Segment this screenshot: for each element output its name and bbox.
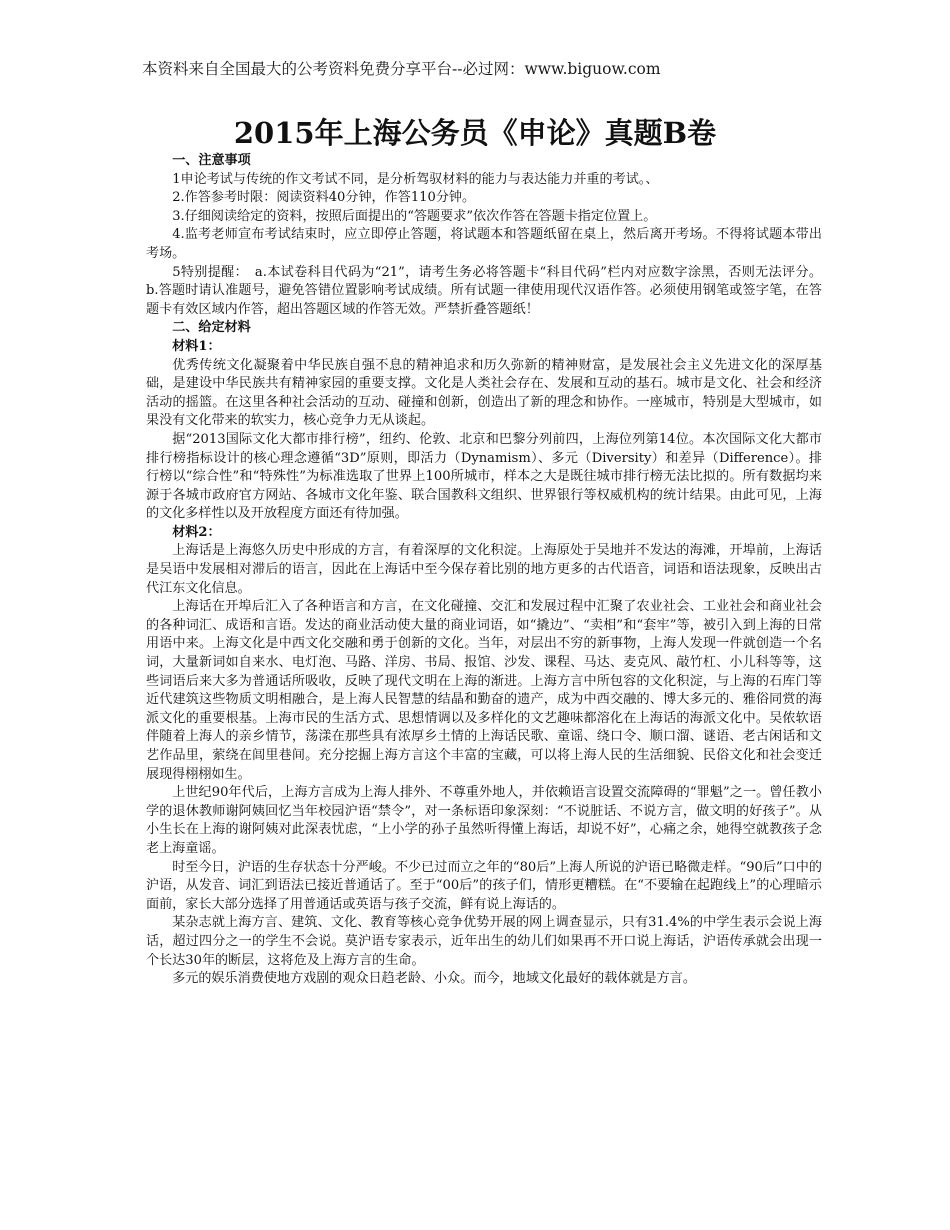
body-paragraph: 1申论考试与传统的作文考试不同，是分析驾驭材料的能力与表达能力并重的考试。、 [172, 171, 659, 187]
section-heading: 一、注意事项 [172, 153, 251, 168]
body-paragraph: 2.作答参考时限：阅读资料40分钟，作答110分钟。 [172, 190, 476, 206]
section-heading: 二、给定材料 [172, 320, 251, 336]
body-paragraph: 某杂志就上海方言、建筑、文化、教育等核心竞争优势开展的网上调查显示，只有31.4%的中学生表示会说上海话，超过四分之一的学生不会说。莫沪语专家表示，近年出生的幼儿们如果再不开口说上海话，沪语传承就会出现一个长达30年的断层，这将危及上海方言的生命。 [146, 915, 822, 968]
section-heading: 材料1： [172, 338, 221, 354]
body-paragraph: 上海话在开埠后汇入了各种语言和方言，在文化碰撞、交汇和发展过程中汇聚了农业社会、工业社会和商业社会的各种词汇、成语和言语。发达的商业活动使大量的商业词语，如“撬边”、“卖相”和“套牢”等，被引入到上海的日常用语中来。上海文化是中西文化交融和勇于创新的文化。当年，对层出不穷的新事物，上海人发现一件就创造一个名词，大量新词如自来水、电灯泡、马路、洋房、书局、报馆、沙发、课程、马达、麦克风、敲竹杠、小儿科等等，这些词语后来大多为普通话所吸收，反映了现代文明在上海的渐进。上海方言中所包容的文化积淀，与上海的石库门等近代建筑这些物质文明相融合，是上海人民智慧的结晶和勤奋的遗产，成为中西交融的、博大多元的、雅俗同赏的海派文化的重要根基。上海市民的生活方式、思想情调以及多样化的文艺趣味都溶化在上海话的海派文化中。吴侬软语伴随着上海人的亲乡情节，荡漾在那些具有浓厚乡土情的上海话民歌、童谣、绕口令、顺口溜、谜语、老古闲话和文艺作品里，萦绕在闾里巷间。充分挖掘上海方言这个丰富的宝藏，可以将上海人民的生活细貌、民俗文化和社会变迁展现得栩栩如生。 [146, 599, 822, 782]
body-paragraph: 多元的娱乐消费使地方戏剧的观众日趋老龄、小众。而今，地域文化最好的载体就是方言。 [172, 971, 696, 987]
document-body [146, 152, 822, 989]
body-paragraph: 上世纪90年代后，上海方言成为上海人排外、不尊重外地人，并依赖语言设置交流障碍的“罪魁”之一。曾任教小学的退休教师谢阿姨回忆当年校园沪语“禁令”，对一条标语印象深刻：“不说脏话、不说方言，做文明的好孩子”。从小生长在上海的谢阿姨对此深表忧虑，“上小学的孙子虽然听得懂上海话，却说不好”，心痛之余，她得空就教孩子念老上海童谣。 [146, 785, 822, 856]
body-paragraph: 优秀传统文化凝聚着中华民族自强不息的精神追求和历久弥新的精神财富，是发展社会主义先进文化的深厚基础，是建设中华民族共有精神家园的重要支撑。文化是人类社会存在、发展和互动的基石。城市是文化、社会和经济活动的摇篮。在这里各种社会活动的互动、碰撞和创新，创造出了新的理念和协作。一座城市，特别是大型城市，如果没有文化带来的软实力，核心竞争力无从谈起。 [146, 357, 822, 429]
body-paragraph: 时至今日，沪语的生存状态十分严峻。不少已过而立之年的“80后”上海人所说的沪语已略微走样。“90后”口中的沪语，从发音、词汇到语法已接近普通话了。至于“00后”的孩子们，情形更糟糕。在“不要输在起跑线上”的心理暗示面前，家长大部分选择了用普通话或英语与孩子交流，鲜有说上海话的。 [146, 859, 822, 912]
body-paragraph: 据“2013国际文化大都市排行榜”，纽约、伦敦、北京和巴黎分列前四，上海位列第14位。本次国际文化大都市排行榜指标设计的核心理念遵循“3D”原则，即活力（Dynamism）、多元（Diversity）和差异（Difference）。排行榜以“综合性”和“特殊性”为标准选取了世界上100所城市，样本之大是既往城市排行榜无法比拟的。所有数据均来源于各城市政府官方网站、各城市文化年鉴、联合国教科文组织、世界银行等权威机构的统计结果。由此可见，上海的文化多样性以及开放程度方面还有待加强。 [146, 431, 822, 522]
body-paragraph: 5特别提醒： a.本试卷科目代码为“21”，请考生务必将答题卡“科目代码”栏内对应数字涂黑，否则无法评分。 b.答题时请认准题号，避免答错位置影响考试成绩。所有试题一律使用现代汉语作答。必须使用钢笔或签字笔，在答题卡有效区域内作答，超出答题区域的作答无效。严禁折叠答题纸！ [146, 264, 822, 317]
body-paragraph: 4.监考老师宣布考试结束时，应立即停止答题，将试题本和答题纸留在桌上，然后离开考场。不得将试题本带出考场。 [146, 227, 822, 261]
page-title: 2015年上海公务员《申论》真题B卷 [233, 116, 717, 150]
body-paragraph: 3.仔细阅读给定的资料，按照后面提出的“答题要求”依次作答在答题卡指定位置上。 [172, 208, 657, 224]
body-paragraph: 上海话是上海悠久历史中形成的方言，有着深厚的文化积淀。上海原处于吴地并不发达的海滩，开埠前，上海话是吴语中发展相对滞后的语言，因此在上海话中至今保存着比别的地方更多的古代语音，词语和语法现象，反映出古代江东文化信息。 [146, 543, 822, 596]
section-heading: 材料2： [172, 524, 221, 540]
source-header: 本资料来自全国最大的公考资料免费分享平台--必过网：www.biguow.com [142, 60, 661, 78]
